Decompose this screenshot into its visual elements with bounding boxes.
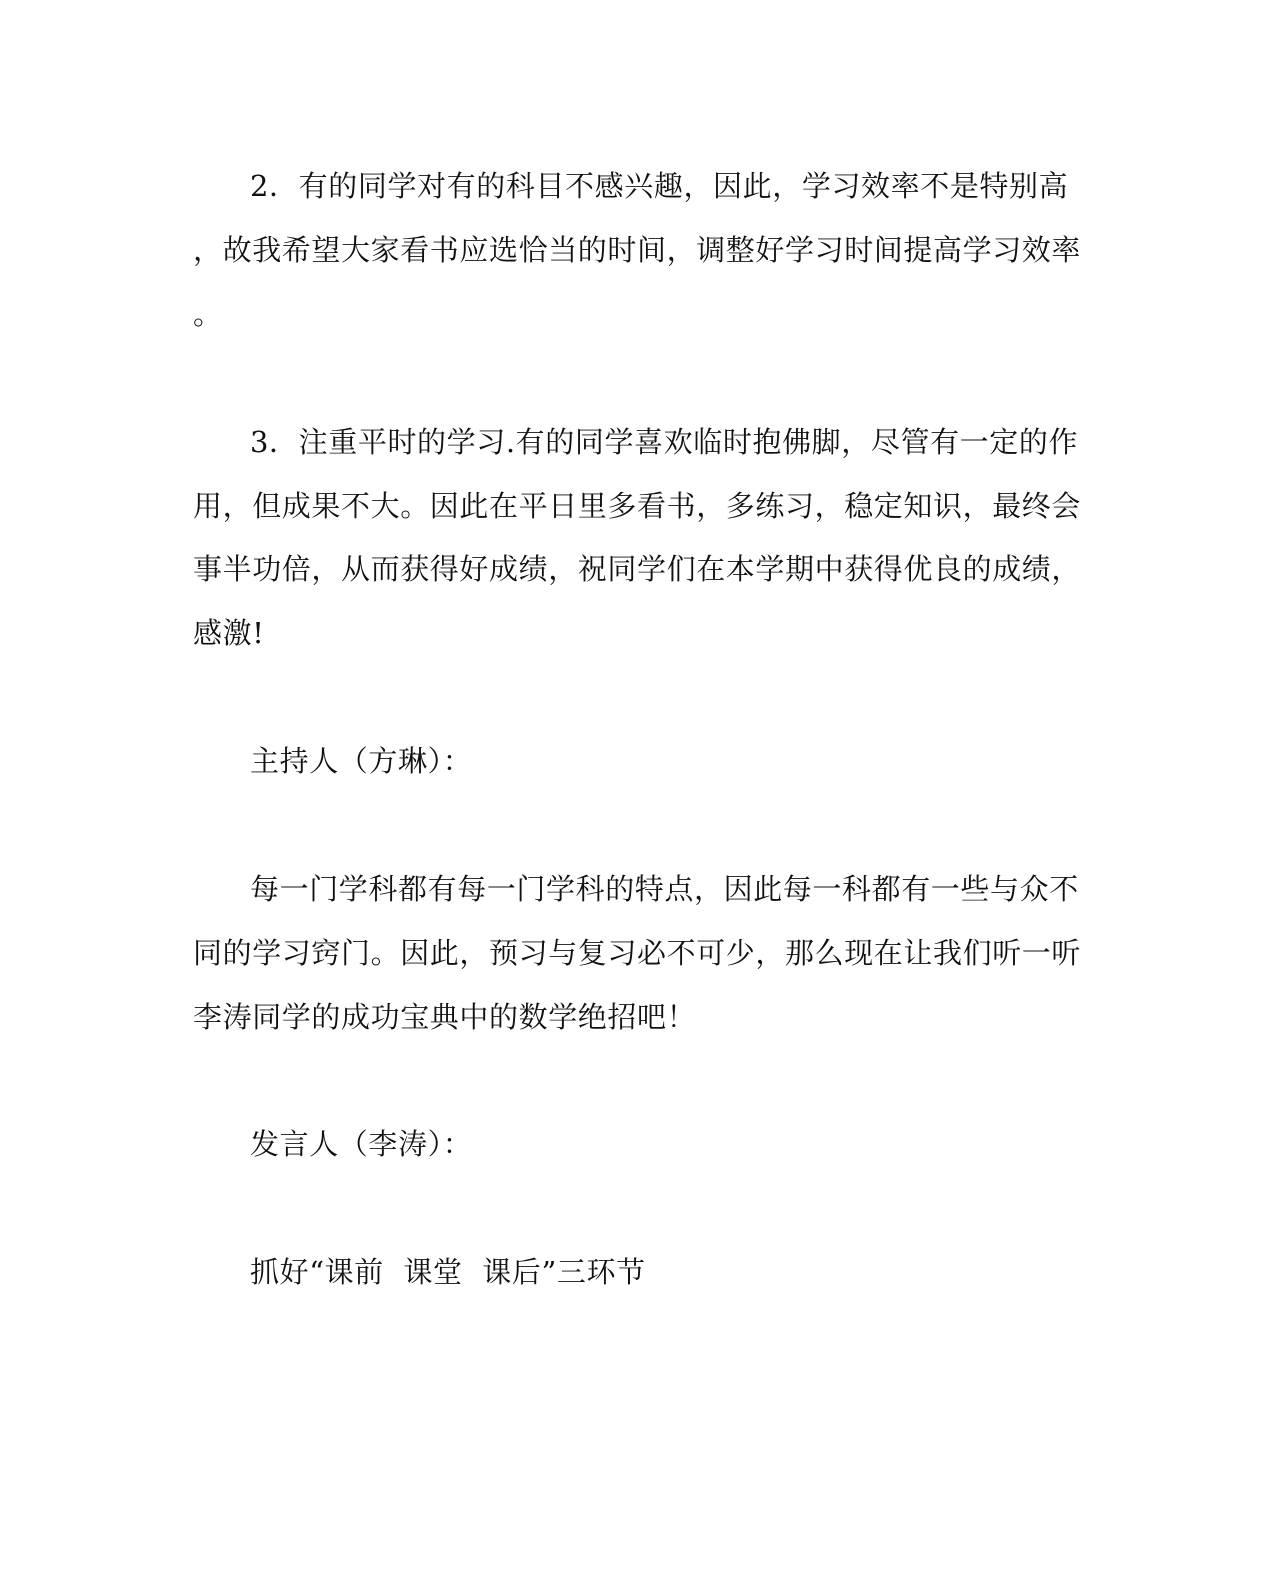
host-label: 主持人（方琳）： <box>250 744 473 778</box>
host-speech-line-3: 李涛同学的成功宝典中的数学绝招吧！ <box>193 1000 697 1034</box>
speaker-label: 发言人（李涛）： <box>250 1127 473 1161</box>
host-speech-line-1: 每一门学科都有每一门学科的特点，因此每一科都有一些与众不 <box>250 872 1079 906</box>
paragraph-3-line-1: 3．注重平时的学习.有的同学喜欢临时抱佛脚，尽管有一定的作 <box>250 425 1079 459</box>
paragraph-2-line-3: 。 <box>193 297 223 331</box>
speaker-heading: 抓好“课前 课堂 课后”三环节 <box>250 1255 646 1289</box>
host-speech-line-2: 同的学习窍门。因此，预习与复习必不可少，那么现在让我们听一听 <box>193 936 1082 970</box>
paragraph-2-line-2: ，故我希望大家看书应选恰当的时间，调整好学习时间提高学习效率 <box>193 233 1082 267</box>
paragraph-3-line-2: 用，但成果不大。因此在平日里多看书，多练习，稳定知识，最终会 <box>193 489 1082 523</box>
paragraph-3-line-3: 事半功倍，从而获得好成绩，祝同学们在本学期中获得优良的成绩， <box>193 552 1082 586</box>
paragraph-3-line-4: 感激! <box>193 616 265 650</box>
paragraph-2-line-1: 2．有的同学对有的科目不感兴趣，因此，学习效率不是特别高 <box>250 169 1069 203</box>
